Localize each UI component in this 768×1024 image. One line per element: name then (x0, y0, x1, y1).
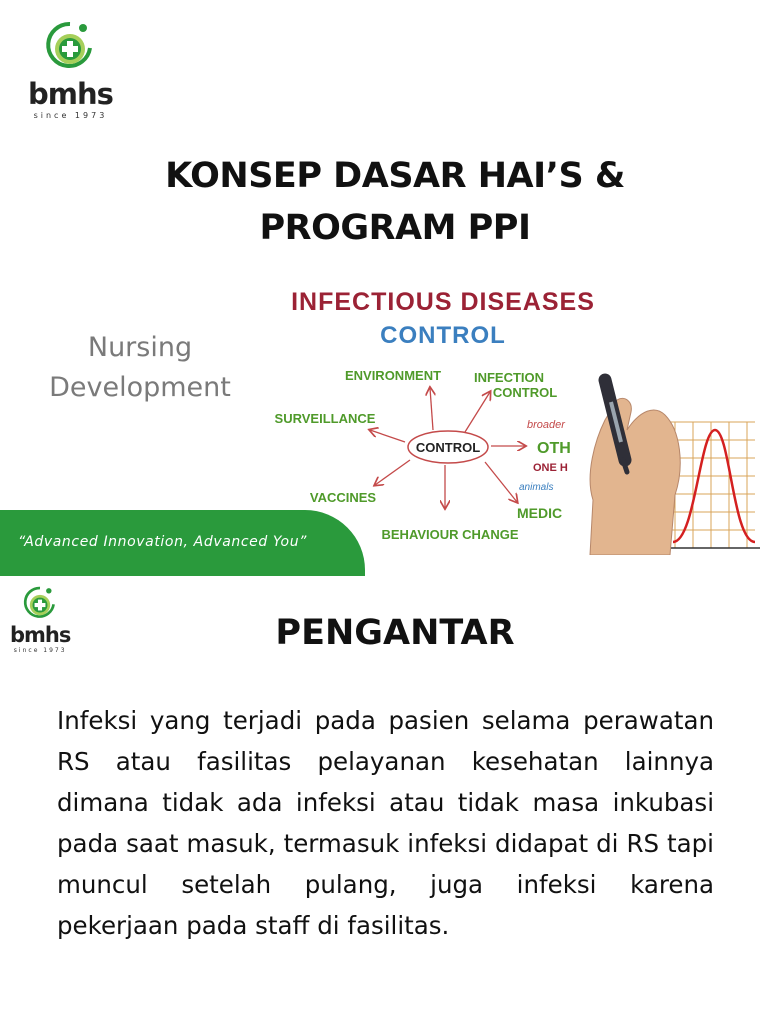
slide-2 (0, 576, 768, 1024)
title-line-2: PROGRAM PPI (259, 208, 531, 248)
tagline-banner (0, 510, 365, 576)
title-line-1: KONSEP DASAR HAI’S & (165, 156, 625, 196)
subtitle-line-1: Nursing (87, 332, 193, 363)
slide-1-title (100, 150, 690, 254)
slide-2-body: Infeksi yang terjadi pada pasien selama perawatan RS atau fasilitas pelayanan kesehatan lainnya dimana tidak ada infeksi atau tidak masa inkubasi pada saat masuk, termasuk infeksi didapat di RS tapi muncul setelah pulang, juga infeksi karena pekerjaan pada staff di fasilitas. (57, 706, 714, 940)
diagram-heading-2: CONTROL (380, 322, 506, 349)
bmhs-cross-icon (23, 584, 57, 622)
epidemic-curve-graph (668, 420, 760, 548)
arrow-vaccines (375, 460, 410, 485)
tagline-text: “Advanced Innovation, Advanced You” (18, 534, 308, 550)
label-infection-line-2: CONTROL (492, 385, 558, 400)
slide-2-title: PENGANTAR (275, 613, 515, 653)
arrow-medic (485, 462, 517, 502)
diagram-heading-1: INFECTIOUS DISEASES (291, 288, 595, 316)
logo-since: since 1973 (33, 111, 108, 120)
logo-name: bmhs (10, 623, 71, 647)
label-other: OTH (537, 440, 571, 457)
bmhs-logo (28, 18, 113, 120)
arrow-infection-control (465, 392, 490, 432)
bmhs-cross-icon (45, 18, 95, 74)
label-medic: MEDIC (517, 505, 563, 521)
infection-control-diagram (255, 280, 768, 555)
logo-name: bmhs (28, 77, 113, 111)
hand-illustration (590, 380, 680, 555)
logo-since: since 1973 (13, 647, 67, 654)
arrow-environment (430, 388, 433, 430)
label-environment: ENVIRONMENT (344, 368, 442, 383)
center-label: CONTROL (415, 440, 481, 455)
label-surveillance: SURVEILLANCE (274, 411, 376, 426)
label-infection-line-1: INFECTION (473, 370, 545, 385)
label-vaccines: VACCINES (309, 490, 377, 505)
label-one-health: ONE H (533, 462, 568, 474)
arrow-surveillance (370, 430, 405, 442)
label-broader: broader (527, 419, 565, 431)
bmhs-logo-small (10, 584, 70, 654)
label-behaviour: BEHAVIOUR CHANGE (381, 527, 519, 542)
label-animals: animals (519, 482, 554, 493)
subtitle (40, 328, 240, 408)
subtitle-line-2: Development (49, 372, 231, 403)
